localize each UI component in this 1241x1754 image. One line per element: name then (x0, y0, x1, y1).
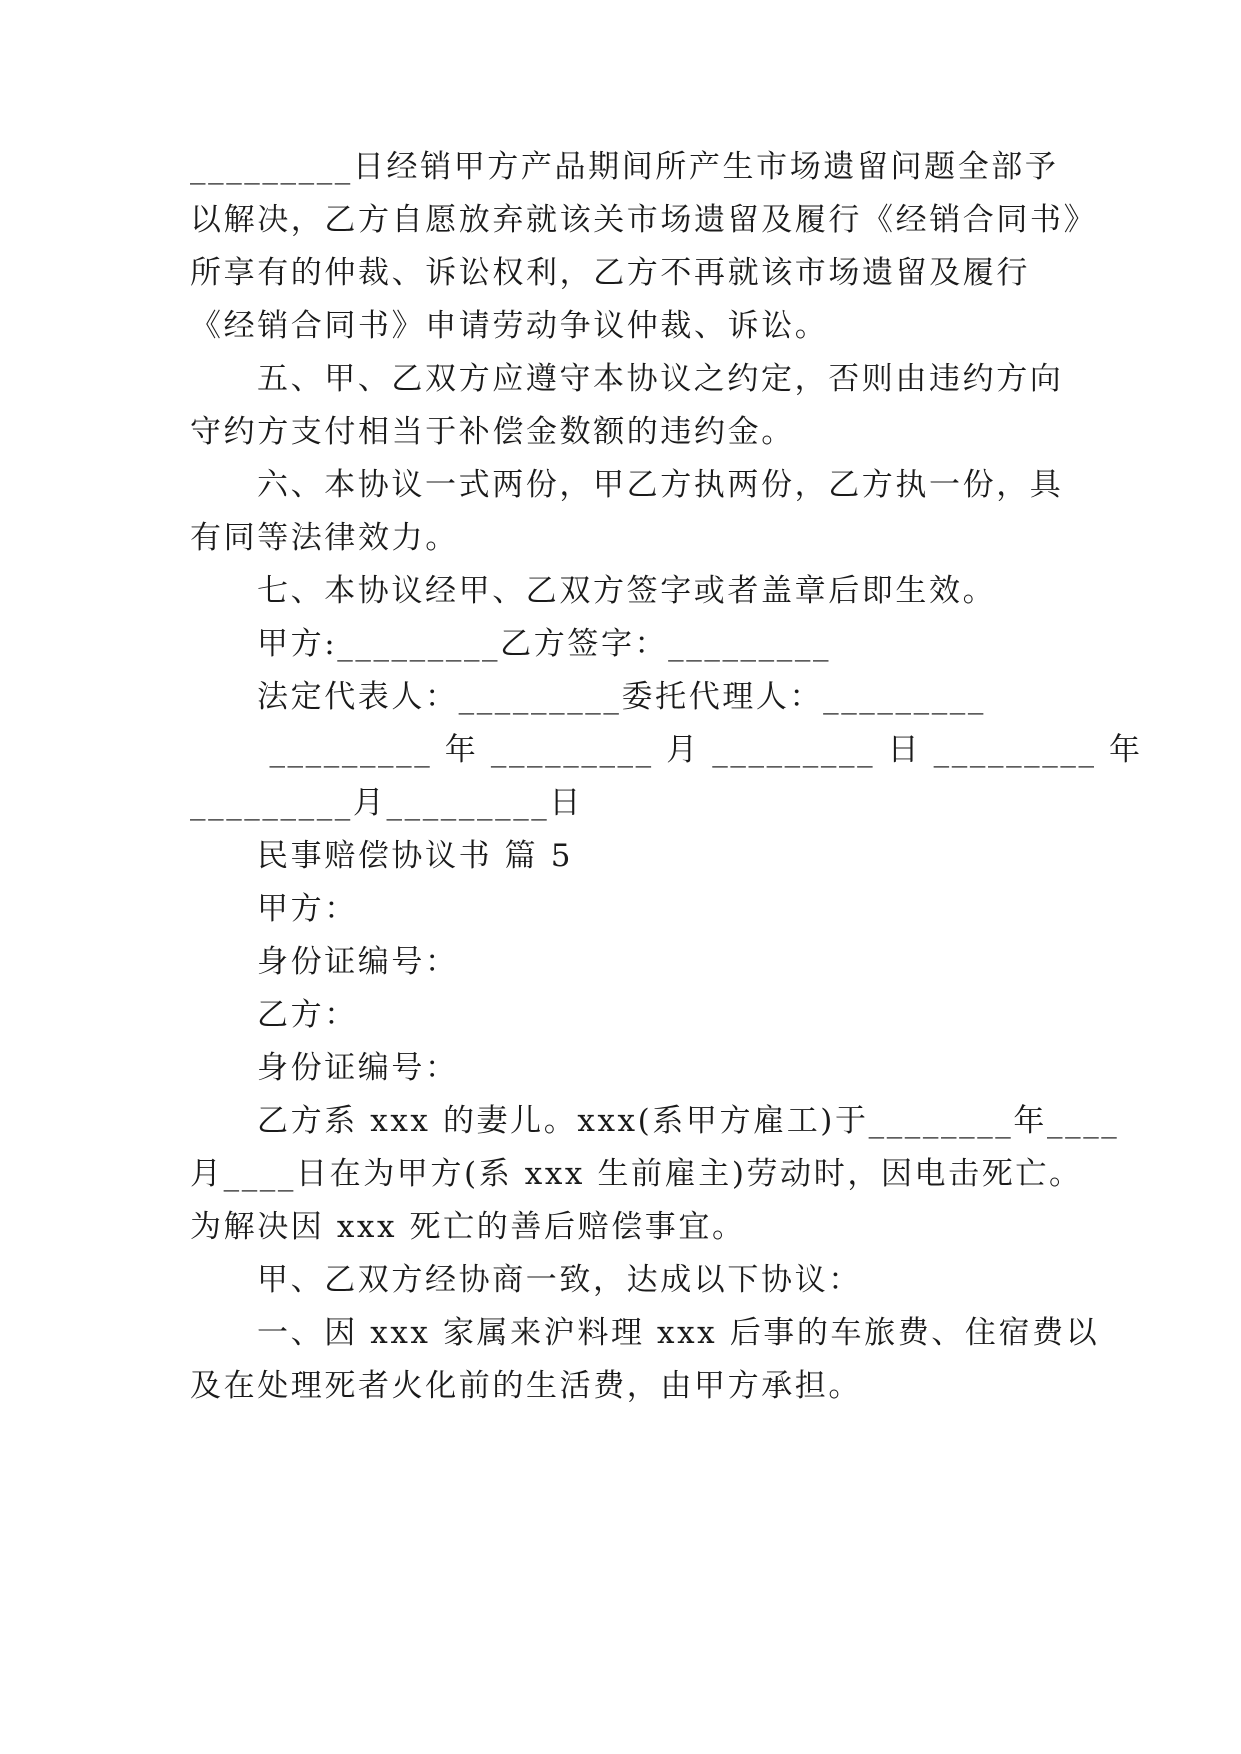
text-line: 守约方支付相当于补偿金数额的违约金。 (190, 414, 795, 450)
party-b-label: 乙方： (257, 997, 358, 1033)
text-line: 六、本协议一式两份，甲乙方执两份，乙方执一份，具 (257, 467, 1064, 503)
representative-line: 法定代表人：_________委托代理人：_________ (257, 679, 986, 715)
text-line: 乙方系 xxx 的妻儿。xxx(系甲方雇工)于________年____ (257, 1103, 1120, 1139)
text-line: 有同等法律效力。 (190, 520, 459, 556)
text-line: 以解决，乙方自愿放弃就该关市场遗留及履行《经销合同书》 (190, 202, 1098, 238)
party-a-label: 甲方： (257, 891, 358, 927)
text-line: _________日经销甲方产品期间所产生市场遗留问题全部予 (190, 149, 1059, 185)
signature-line: 甲方:_________乙方签字：_________ (257, 626, 832, 662)
text-line: 甲、乙双方经协商一致，达成以下协议： (257, 1262, 862, 1298)
section-heading: 民事赔偿协议书 篇 5 (257, 838, 574, 874)
text-line: 一、因 xxx 家属来沪料理 xxx 后事的车旅费、住宿费以 (257, 1315, 1100, 1351)
text-line: 《经销合同书》申请劳动争议仲裁、诉讼。 (190, 308, 829, 344)
date-line: _________ 年 _________ 月 _________ 日 _________ 年 (257, 732, 1143, 768)
text-line: 七、本协议经甲、乙双方签字或者盖章后即生效。 (257, 573, 997, 609)
text-line: 及在处理死者火化前的生活费，由甲方承担。 (190, 1368, 862, 1404)
text-line: 五、甲、乙双方应遵守本协议之约定，否则由违约方向 (257, 361, 1064, 397)
text-line: 月____日在为甲方(系 xxx 生前雇主)劳动时，因电击死亡。 (190, 1156, 1083, 1192)
date-line: _________月_________日 (190, 785, 583, 821)
text-line: 所享有的仲裁、诉讼权利，乙方不再就该市场遗留及履行 (190, 255, 1030, 291)
id-number-label: 身份证编号： (257, 1050, 459, 1086)
text-line: 为解决因 xxx 死亡的善后赔偿事宜。 (190, 1209, 746, 1245)
id-number-label: 身份证编号： (257, 944, 459, 980)
